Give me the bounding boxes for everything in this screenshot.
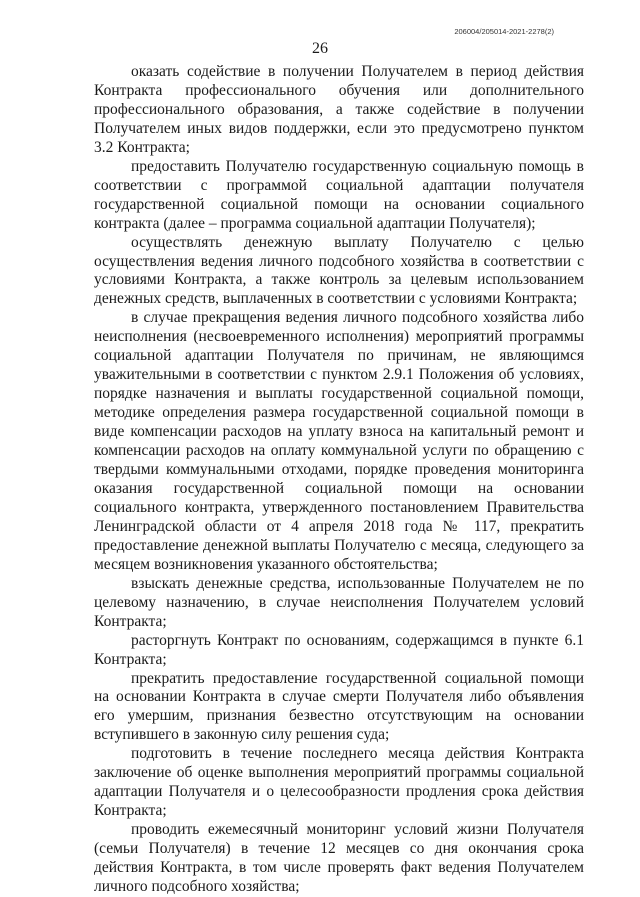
document-id: 206004/205014-2021-2278(2) — [454, 27, 554, 36]
paragraph: прекратить предоставление государственной социальной помощи на основании Контракта в случае смерти Получателя либо объявления его умершим, признания безвестно отсутствующим на основании вступившего в законную силу решения суда; — [94, 669, 584, 744]
document-body — [94, 63, 584, 897]
paragraph: оказать содействие в получении Получателем в период действия Контракта профессионального обучения или дополнительного профессионального образования, а также содействие в получении Получателем иных видов поддержки, если это предусмотрено пунктом 3.2 Контракта; — [94, 63, 584, 156]
paragraph: расторгнуть Контракт по основаниям, содержащимся в пункте 6.1 Контракта; — [94, 631, 584, 668]
paragraph: проводить ежемесячный мониторинг условий жизни Получателя (семьи Получателя) в течение 12 месяцев со дня окончания срока действия Контракта, в том числе проверять факт ведения Получателем личного подсобного хозяйства; — [94, 821, 584, 895]
paragraph: взыскать денежные средства, использованные Получателем не по целевому назначению, в случае неисполнения Получателем условий Контракта; — [94, 574, 584, 630]
paragraph: осуществлять денежную выплату Получателю с целью осуществления ведения личного подсобного хозяйства в соответствии с условиями Контракта, а также контроль за целевым использованием денежных средств, выплаченных в соответствии с условиями Контракта; — [94, 233, 584, 308]
page-number: 26 — [312, 40, 328, 57]
paragraph: в случае прекращения ведения личного подсобного хозяйства либо неисполнения (несвоевременного исполнения) мероприятий программы социальной адаптации Получателя по причинам, не являющимся уважительными в соответствии с пунктом 2.9.1 Положения об условиях, порядке назначения и выплаты государственной социальной помощи, методике определения размера государственной социальной помощи в виде компенсации расходов на уплату взноса на капитальный ремонт и компенсации расходов на оплату коммунальной услуги по обращению с твердыми коммунальными отходами, порядке проведения мониторинга оказания государственной социальной помощи на основании социального контракта, утвержденного постановлением Правительства Ленинградской области от 4 апреля 2018 года № 117, прекратить предоставление денежной выплаты Получателю с месяца, следующего за месяцем возникновения указанного обстоятельства; — [94, 309, 584, 573]
paragraph: предоставить Получателю государственную социальную помощь в соответствии с программой социальной адаптации получателя государственной социальной помощи на основании социального контракта (далее – программа социальной адаптации Получателя); — [94, 157, 584, 232]
paragraph: подготовить в течение последнего месяца действия Контракта заключение об оценке выполнения мероприятий программы социальной адаптации Получателя и о целесообразности продления срока действия Контракта; — [94, 745, 584, 820]
